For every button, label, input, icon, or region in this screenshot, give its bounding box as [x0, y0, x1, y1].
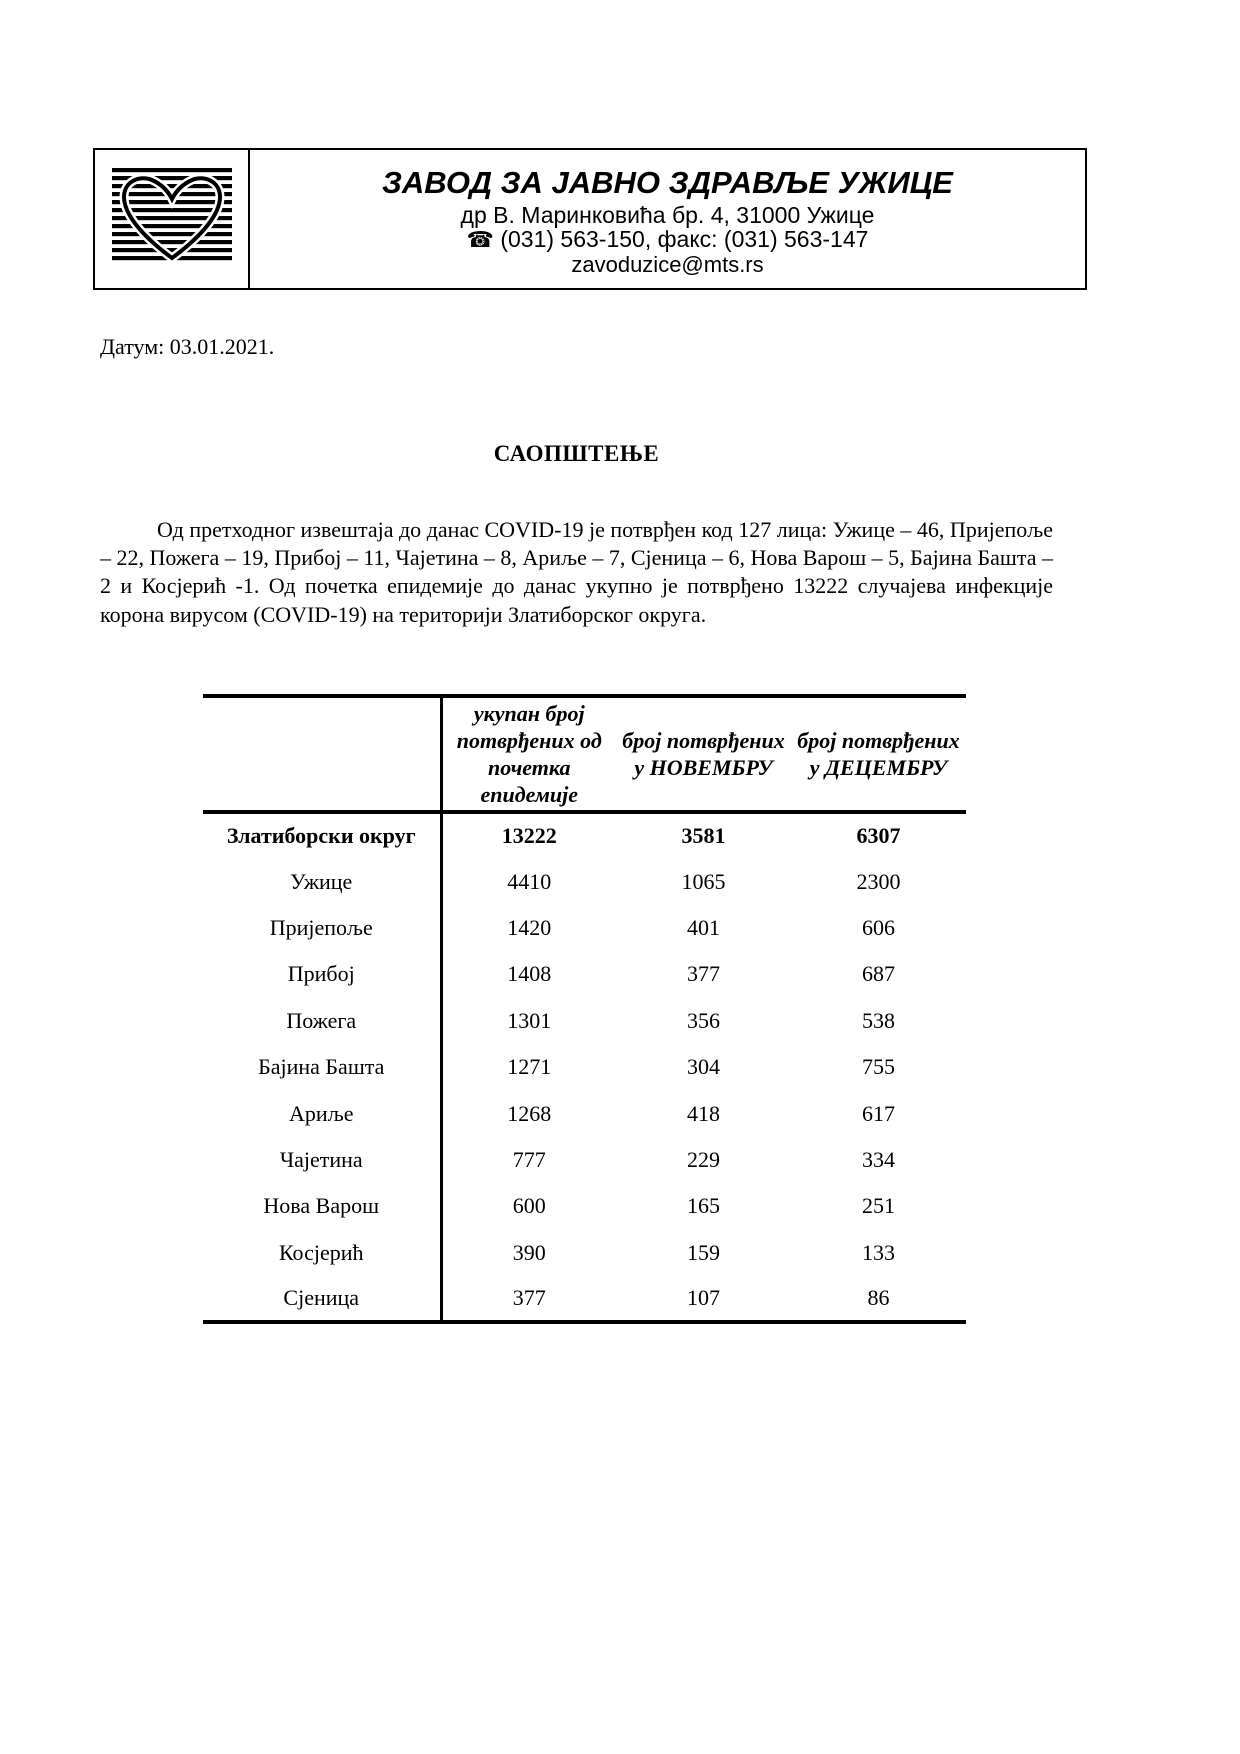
table-row	[203, 1090, 966, 1136]
november-cell: 1065	[681, 868, 726, 894]
table-row	[203, 905, 966, 951]
municipality-cell: Прибој	[203, 951, 441, 997]
total-cell: 1301	[507, 1007, 552, 1033]
logo-cell	[95, 150, 250, 288]
letterhead-box	[93, 148, 1087, 290]
municipality-cell: Косјерић	[203, 1230, 441, 1276]
table-header-row	[203, 696, 966, 812]
december-cell: 6307	[856, 823, 901, 849]
date-line: Датум: 03.01.2021.	[100, 334, 275, 359]
total-cell: 377	[512, 1285, 546, 1311]
org-address: др В. Маринковића бр. 4, 31000 Ужице	[460, 202, 875, 228]
table-row	[203, 1183, 966, 1229]
municipality-cell: Чајетина	[203, 1137, 441, 1183]
column-header-november: број потврђених у НОВЕМБРУ	[616, 696, 791, 812]
municipality-cell: Пријепоље	[203, 905, 441, 951]
table-row	[203, 1276, 966, 1322]
municipality-cell: Нова Варош	[203, 1183, 441, 1229]
total-cell: 600	[512, 1193, 546, 1219]
december-cell: 334	[862, 1146, 895, 1172]
table-row	[203, 858, 966, 904]
november-cell: 377	[687, 961, 720, 987]
november-cell: 401	[687, 914, 720, 940]
december-cell: 538	[862, 1007, 895, 1033]
november-cell: 418	[687, 1100, 720, 1126]
municipality-cell: Ужице	[203, 858, 441, 904]
december-cell: 755	[862, 1054, 895, 1080]
org-phone: (031) 563-150, факс: (031) 563-147	[500, 226, 869, 252]
table-row	[203, 1230, 966, 1276]
table-row	[203, 1137, 966, 1183]
november-cell: 159	[687, 1239, 720, 1265]
municipality-cell: Пожега	[203, 998, 441, 1044]
total-cell: 1420	[507, 914, 552, 940]
december-cell: 687	[862, 961, 895, 987]
cases-table	[203, 694, 966, 1324]
striped-heart-logo-icon	[112, 168, 232, 271]
december-cell: 2300	[856, 868, 901, 894]
november-cell: 356	[687, 1007, 720, 1033]
november-cell: 304	[687, 1054, 720, 1080]
december-cell: 133	[862, 1239, 895, 1265]
december-cell: 606	[862, 914, 895, 940]
cases-table-body	[203, 812, 966, 1322]
total-cell: 777	[512, 1146, 546, 1172]
org-name: ЗАВОД ЗА ЈАВНО ЗДРАВЉЕ УЖИЦЕ	[381, 165, 953, 200]
total-cell: 1271	[507, 1054, 552, 1080]
body-paragraph: Од претходног извештаја до данас COVID-19 је потврђен код 127 лица: Ужице – 46, Пријепоље – 22, Пожега – 19, Прибој – 11, Чајетина – 8, Ариље – 7, Сјеница – 6, Нова Варош – 5, Бајина Башта – 2 и Косјерић -1. Од почетка епидемије до данас укупно је потврђено 13222 случајева инфекције корона вирусом (COVID-19) на територији Златиборског округа.	[100, 517, 1053, 627]
december-cell: 617	[862, 1100, 895, 1126]
municipality-cell: Бајина Башта	[203, 1044, 441, 1090]
december-cell: 251	[862, 1193, 895, 1219]
table-row	[203, 812, 966, 858]
announcement-title: САОПШТЕЊЕ	[493, 441, 660, 466]
org-email: zavoduzice@mts.rs	[571, 252, 764, 277]
table-row	[203, 998, 966, 1044]
total-cell: 1408	[507, 961, 552, 987]
letterhead-text	[250, 150, 1085, 288]
column-header-total-since-start: укупан број потврђених од почетка епидемије	[441, 696, 616, 812]
table-row	[203, 1044, 966, 1090]
column-header-municipality	[203, 696, 441, 812]
municipality-cell: Златиборски округ	[203, 812, 441, 858]
total-cell: 1268	[507, 1100, 552, 1126]
november-cell: 165	[687, 1193, 720, 1219]
november-cell: 107	[687, 1285, 720, 1311]
column-header-december: број потврђених у ДЕЦЕМБРУ	[791, 696, 966, 812]
december-cell: 86	[867, 1285, 890, 1311]
total-cell: 13222	[501, 823, 557, 849]
total-cell: 390	[512, 1239, 546, 1265]
phone-icon: ☎	[466, 227, 494, 252]
november-cell: 3581	[681, 823, 726, 849]
table-row	[203, 951, 966, 997]
total-cell: 4410	[507, 868, 552, 894]
municipality-cell: Ариље	[203, 1090, 441, 1136]
november-cell: 229	[687, 1146, 720, 1172]
org-phone-line	[250, 227, 1085, 252]
municipality-cell: Сјеница	[203, 1276, 441, 1322]
